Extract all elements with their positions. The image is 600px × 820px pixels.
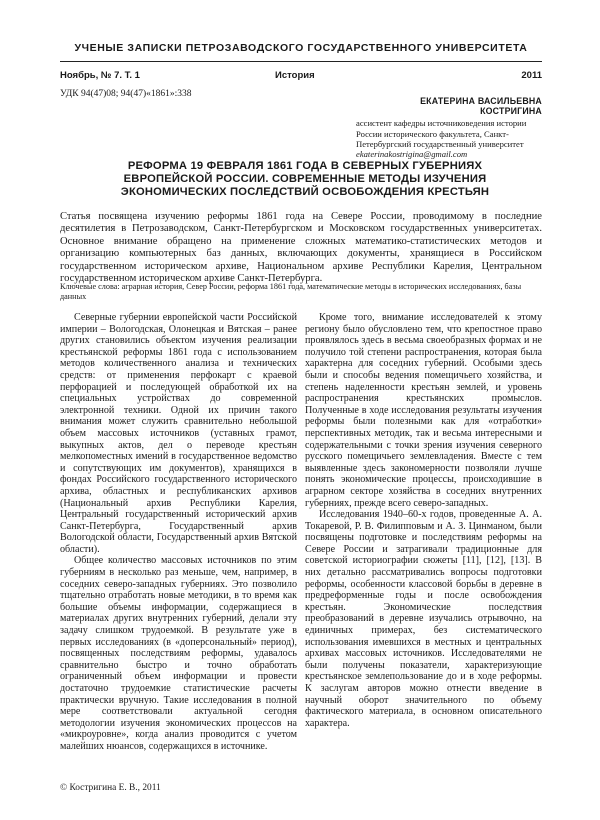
- copyright-notice: © Костригина Е. В., 2011: [60, 783, 161, 793]
- header-rule: [60, 61, 542, 62]
- keywords: Ключевые слова: аграрная история, Север России, реформа 1861 года, математические методы в исторических исследованиях, базы данных: [60, 282, 522, 301]
- journal-title: УЧЕНЫЕ ЗАПИСКИ ПЕТРОЗАВОДСКОГО ГОСУДАРСТВЕННОГО УНИВЕРСИТЕТА: [74, 42, 528, 54]
- author-email[interactable]: ekaterinakostrigina@gmail.com: [356, 149, 468, 160]
- body-paragraph: Исследования 1940–60-х годов, проведенные А. А. Токаревой, Р. В. Филипповым и А. З. Цинманом, были посвящены подготовке и последствиям реформы на Севере России и затрагивали традиционные для советской историографии сюжеты [11], [12], [13]. В них детально рассматривались вопросы подготовки реформы, особенности классовой борьбы в деревне в предреформенные годы и после освобождения крестьян. Экономические последствия преобразований в деревне изучались отрывочно, на единичных примерах, без систематического использования имевшихся в местных и центральных архивах массовых источников. Исследователями не были получены показатели, характеризующие крестьянское землепользование до и в ходе реформы. К заслугам авторов можно отнести введение в научный оборот значительного по объему фактического материала, в основном описательного характера.: [305, 509, 542, 729]
- body-columns: [60, 312, 542, 768]
- title-line-1: РЕФОРМА 19 ФЕВРАЛЯ 1861 ГОДА В СЕВЕРНЫХ ГУБЕРНИЯХ: [127, 160, 483, 172]
- author-name: ЕКАТЕРИНА ВАСИЛЬЕВНА КОСТРИГИНА: [420, 96, 542, 117]
- section-label: История: [275, 70, 315, 81]
- abstract-text: Статья посвящена изучению реформы 1861 года на Севере России, проводимому в последние десятилетия в Петрозаводском, Санкт-Петербургском и Московском государственных университетах. Основное внимание обращено на применение сложных математико-статистических методов и организацию компьютерных баз данных, включающих документы, хранящиеся в Российском государственном историческом архиве, Национальном архиве Республики Карелия, Центральном государственном историческом архиве Санкт-Петербурга.: [60, 211, 542, 285]
- body-paragraph: Кроме того, внимание исследователей к этому региону было обусловлено тем, что крепостное право проявлялось здесь в весьма своеобразных формах и не получило той степени распространения, которая была характерна для соседних губерний. Особыми здесь были и способы ведения помещичьего хозяйства, и степень наделенности крестьян землей, и уровень распространения крестьянских промыслов. Полученные в ходе исследования результаты изучения реформы были полезными как для «отработки» перспективных методик, так и весьма интересными и содержательными с точки зрения изучения северного русского помещичьего землевладения. Вместе с тем выявленные здесь закономерности позволяли лучше понять экономические процессы, происходившие в аграрном секторе хозяйства в соседних внутренних губерниях, прежде всего северо-западных.: [305, 312, 542, 509]
- article-title: [90, 160, 520, 199]
- udk-code: УДК 94(47)08; 94(47)«1861»:338: [60, 89, 192, 99]
- issue-label: Ноябрь, № 7. Т. 1: [60, 70, 140, 81]
- author-position: ассистент кафедры источниковедения истории России исторического факультета, Санкт-Петербургский государственный университет: [356, 118, 527, 149]
- body-paragraph: Общее количество массовых источников по этим губерниям в несколько раз меньше, чем, например, в соседних северо-западных губерниях. Это позволило тщательно отработать новые методики, в то время как большие объемы информации, содержащиеся в материалах других внутренних губерний, делали эту задачу слишком трудоемкой. В результате уже в первых исследованиях (в «доперсональный» период), посвященных последствиям реформы, удавалось сравнительно быстро и точно обработать ограниченный объем информации и провести достаточно трудоемкие статистические расчеты практически вручную. Такие исследования в полной мере соответствовали актуальной сегодня методологии изучения экономических процессов на «микроуровне», когда анализ проводится с учетом малейших нюансов, содержащихся в источнике.: [60, 555, 297, 752]
- abstract: [60, 211, 542, 285]
- right-column: [305, 312, 542, 768]
- issue-row: [60, 70, 542, 84]
- title-line-2: ЕВРОПЕЙСКОЙ РОССИИ. СОВРЕМЕННЫЕ МЕТОДЫ ИЗУЧЕНИЯ: [123, 173, 487, 185]
- year-label: 2011: [521, 70, 542, 81]
- author-block: [356, 96, 542, 159]
- body-paragraph: Северные губернии европейской части Российской империи – Вологодская, Олонецкая и Вятская – ранее других становились объектом изучения реализации крестьянской реформы 1861 года с использованием методов количественного анализа и технических средств: от применения перфокарт с краевой перфорацией и последующей обработкой их на специальных устройствах до современной электронной техники. Одной их причин такого внимания может служить сравнительно небольшой объем массовых источников (уставных грамот, выкупных актов, дел о переводе крестьян мелкопоместных имений в государственное ведомство и сопутствующих им документов), хранящихся в фондах Российского государственного исторического архива, областных и республиканских архивов (Национальный архив Республики Карелия, Центральный государственный исторический архив Санкт-Петербурга, Государственный архив Вологодской области, Государственный архив Вятской области).: [60, 312, 297, 555]
- left-column: [60, 312, 297, 768]
- title-line-3: ЭКОНОМИЧЕСКИХ ПОСЛЕДСТВИЙ ОСВОБОЖДЕНИЯ КРЕСТЬЯН: [120, 186, 490, 198]
